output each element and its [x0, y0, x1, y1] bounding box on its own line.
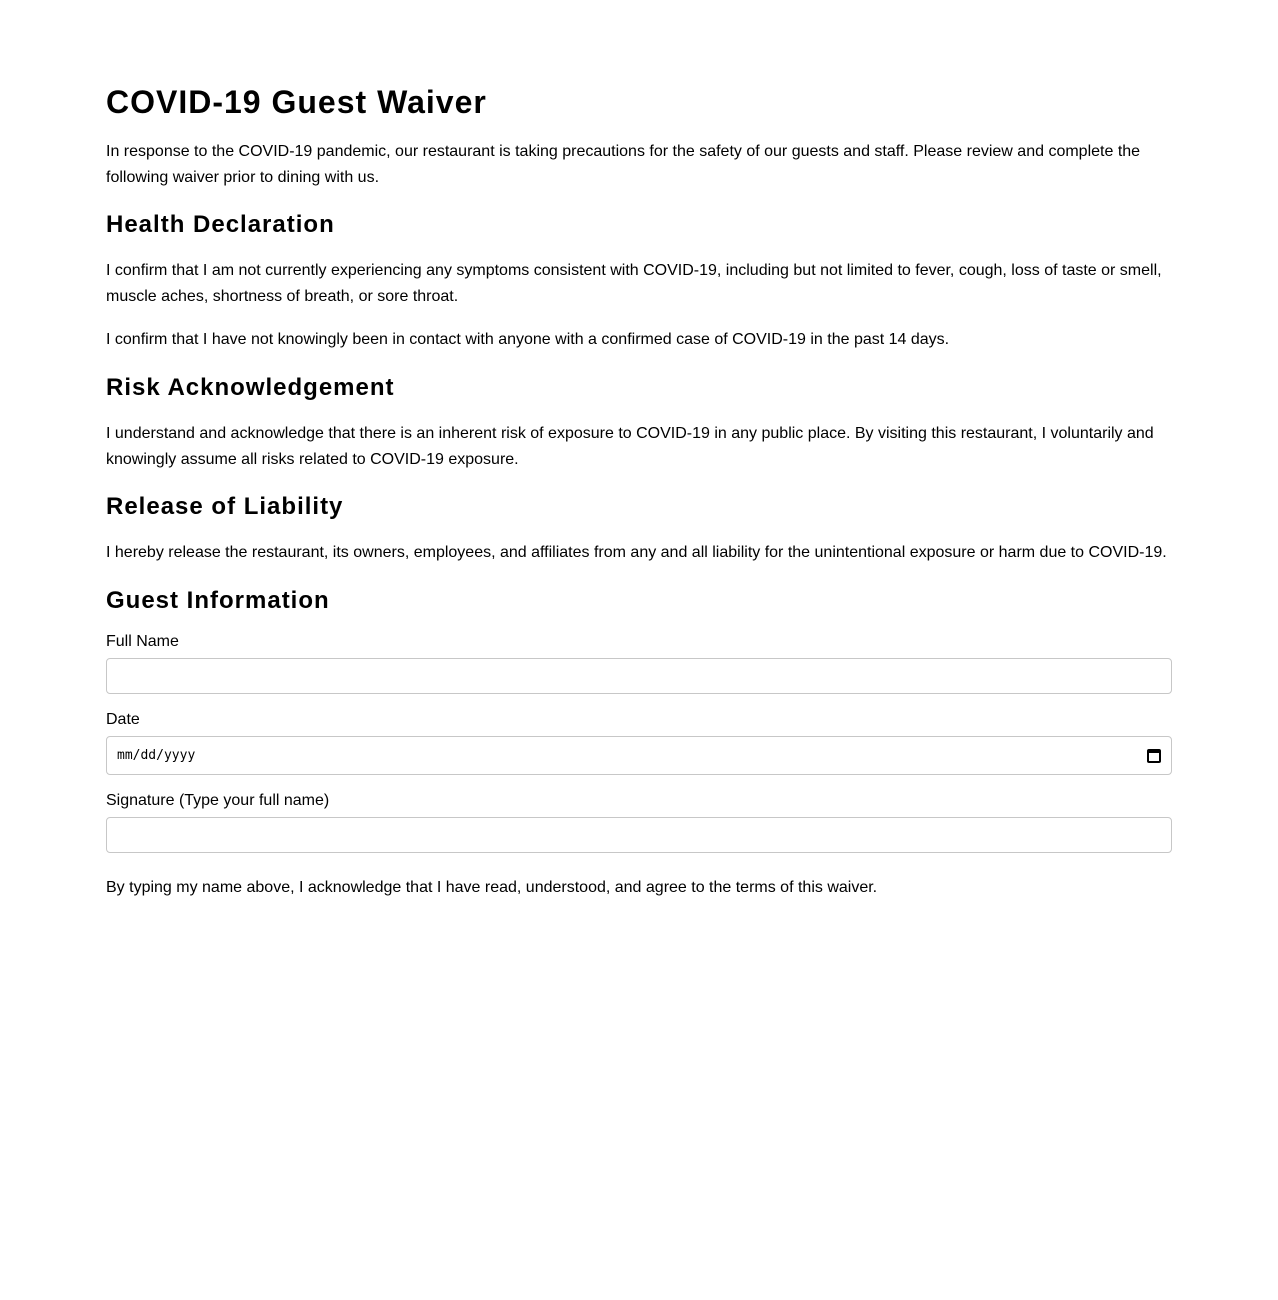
- calendar-icon[interactable]: [1147, 749, 1161, 763]
- full-name-label: Full Name: [106, 633, 179, 650]
- risk-acknowledgement-text: I understand and acknowledge that there is an inherent risk of exposure to COVID-19 in any public place. By visiting this restaurant, I voluntarily and knowingly assume all risks related to COVID-19 exposure.: [106, 425, 1154, 468]
- page-title: COVID-19 Guest Waiver: [106, 84, 487, 120]
- health-declaration-text-2: I confirm that I have not knowingly been in contact with anyone with a confirmed case of COVID-19 in the past 14 days.: [106, 331, 950, 348]
- release-liability-text: I hereby release the restaurant, its owners, employees, and affiliates from any and all liability for the unintentional exposure or harm due to COVID-19.: [106, 544, 1167, 561]
- health-declaration-text-1: I confirm that I am not currently experiencing any symptoms consistent with COVID-19, including but not limited to fever, cough, loss of taste or smell, muscle aches, shortness of breath, or sore throat.: [106, 262, 1162, 305]
- health-declaration-heading: Health Declaration: [106, 211, 335, 238]
- intro-text: In response to the COVID-19 pandemic, our restaurant is taking precautions for the safety of our guests and staff. Please review and complete the following waiver prior to dining with us.: [106, 143, 1141, 186]
- signature-input[interactable]: [106, 817, 1172, 853]
- date-label: Date: [106, 711, 140, 728]
- guest-information-heading: Guest Information: [106, 587, 330, 614]
- date-placeholder: mm/dd/yyyy: [117, 748, 196, 763]
- signature-label: Signature (Type your full name): [106, 792, 330, 809]
- acknowledgement-text: By typing my name above, I acknowledge that I have read, understood, and agree to the terms of this waiver.: [106, 879, 878, 896]
- full-name-input[interactable]: [106, 658, 1172, 694]
- release-liability-heading: Release of Liability: [106, 493, 344, 520]
- risk-acknowledgement-heading: Risk Acknowledgement: [106, 374, 395, 401]
- date-input[interactable]: [106, 736, 1172, 775]
